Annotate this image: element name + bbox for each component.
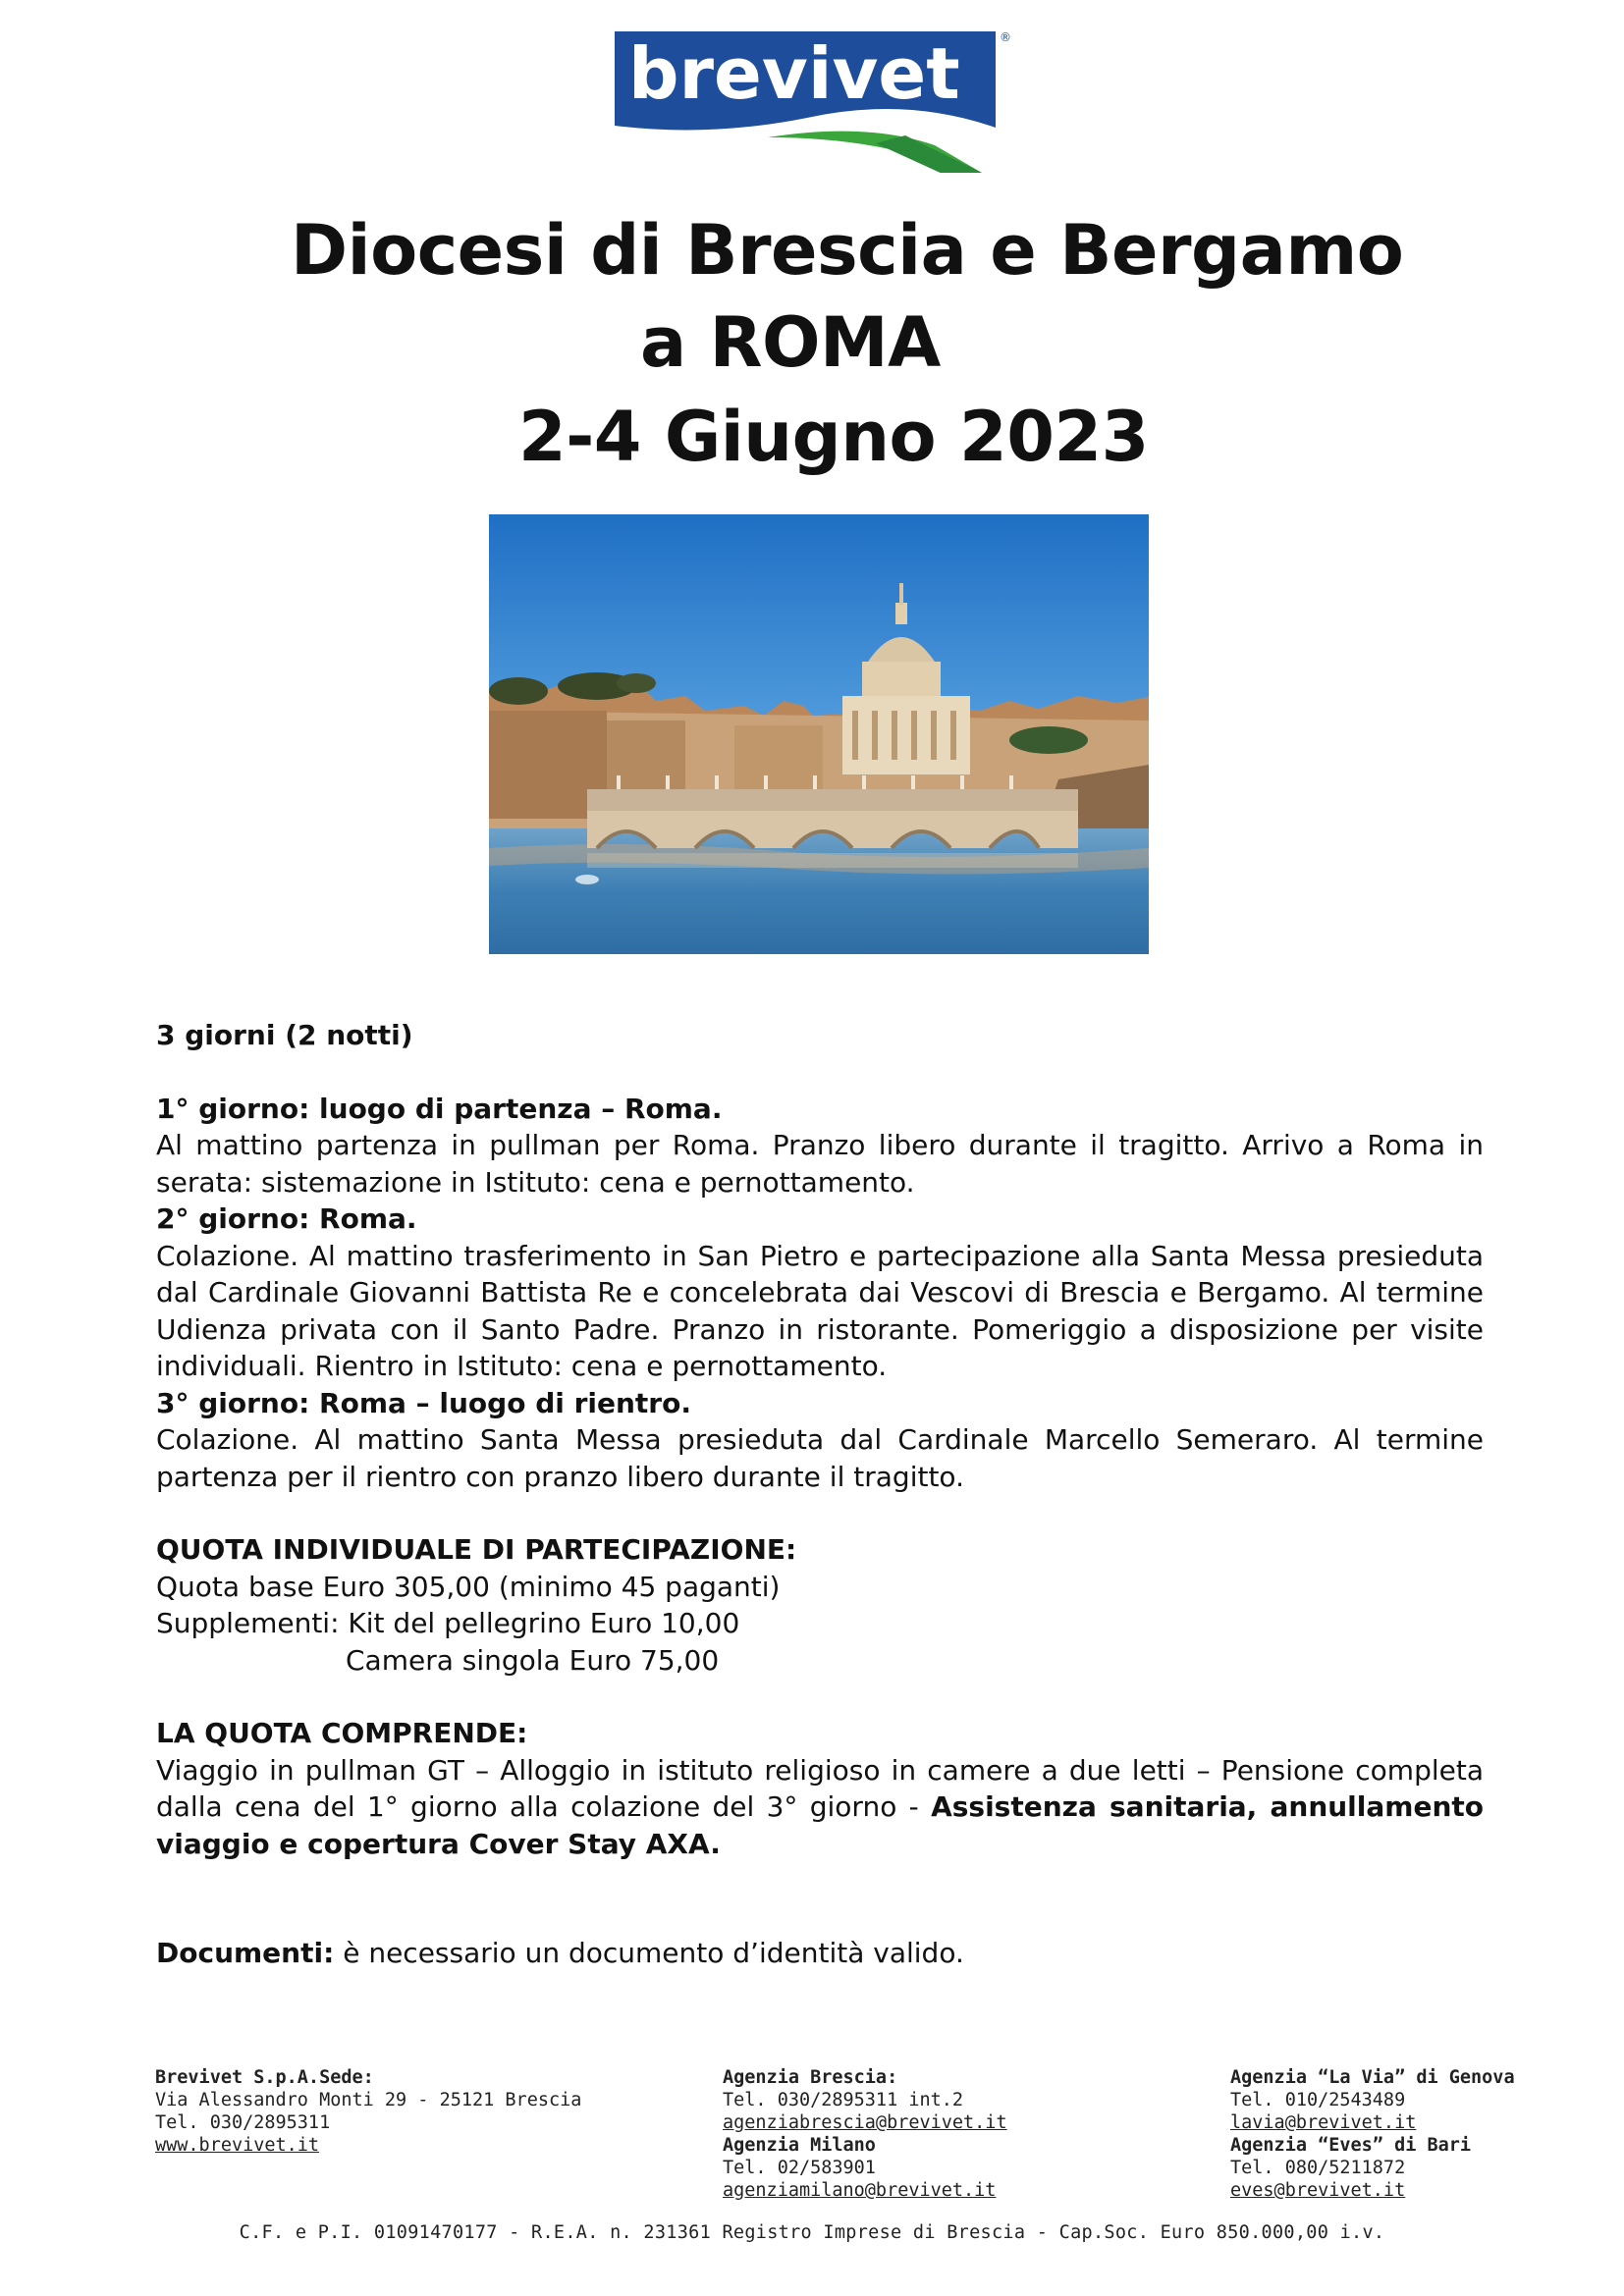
day2-text: Colazione. Al mattino trasferimento in San Pietro e partecipazione alla Santa Messa presieduta dal Cardinale Giovanni Battista Re e concelebrata dai Vescovi di Brescia e Bergamo. Al termine Udienza privata con il Santo Padre. Pranzo in ristorante. Pomeriggio a disposizione per visite individuali. Rientro in Istituto: cena e pernottamento. [156,1239,1484,1382]
quota-supplement-single: Camera singola Euro 75,00 [346,1643,720,1677]
brescia-title: Agenzia Brescia: [723,2067,898,2088]
sede-title: Brevivet S.p.A.Sede: [155,2067,374,2088]
program-body [156,1017,1484,1972]
documenti-label: Documenti: [156,1937,335,1969]
brescia-email-link[interactable]: agenziabrescia@brevivet.it [723,2112,1007,2133]
day3-heading: 3° giorno: Roma – luogo di rientro. [156,1386,691,1419]
documenti-text: è necessario un documento d’identità valido. [334,1937,964,1969]
sede-website-link[interactable]: www.brevivet.it [155,2135,320,2156]
day1-heading: 1° giorno: luogo di partenza – Roma. [156,1092,723,1125]
brevivet-logo-graphic [611,27,1015,173]
genova-email-link[interactable]: lavia@brevivet.it [1230,2112,1417,2133]
day2-heading: 2° giorno: Roma. [156,1202,417,1235]
milano-email-link[interactable]: agenziamilano@brevivet.it [723,2180,997,2201]
documenti-line [156,1935,1484,1972]
brevivet-logo [611,27,1015,173]
rome-photo [489,514,1149,954]
footer-sede [155,2066,581,2157]
title-line-3: 2-4 Giugno 2023 [518,397,1149,477]
day3-text: Colazione. Al mattino Santa Messa presieduta dal Cardinale Marcello Semeraro. Al termine partenza per il rientro con pranzo libero durante il tragitto. [156,1423,1484,1493]
legal-line: C.F. e P.I. 01091470177 - R.E.A. n. 231361 Registro Imprese di Brescia - Cap.Soc. Euro 850.000,00 i.v. [239,2222,1385,2243]
logo-wordmark: brevivet [628,32,960,115]
title-line-1: Diocesi di Brescia e Bergamo [291,210,1404,291]
milano-title: Agenzia Milano [723,2135,876,2156]
quota-heading: QUOTA INDIVIDUALE DI PARTECIPAZIONE: [156,1533,797,1566]
comprende-paragraph [156,1752,1484,1863]
brescia-tel: Tel. 030/2895311 int.2 [723,2090,964,2110]
duration: 3 giorni (2 notti) [156,1019,413,1051]
footer-agencies-genova-bari [1230,2066,1515,2202]
quota-supplement-kit: Supplementi: Kit del pellegrino Euro 10,00 [156,1607,740,1639]
day1-text: Al mattino partenza in pullman per Roma. Pranzo libero durante il tragitto. Arrivo a Roma in serata: sistemazione in Istituto: cena e pernottamento. [156,1129,1484,1199]
comprende-heading: LA QUOTA COMPRENDE: [156,1717,528,1749]
footer-agencies-brescia-milano [723,2066,1007,2202]
genova-title: Agenzia “La Via” di Genova [1230,2067,1515,2088]
milano-tel: Tel. 02/583901 [723,2158,876,2178]
bari-tel: Tel. 080/5211872 [1230,2158,1406,2178]
sede-address: Via Alessandro Monti 29 - 25121 Brescia [155,2090,582,2110]
rome-st-peters-tiber-icon [489,514,1149,954]
quota-base: Quota base Euro 305,00 (minimo 45 paganti) [156,1570,781,1603]
comprende-bold-text: Assistenza sanitaria, annullamento viaggio e copertura Cover Stay AXA. [156,1790,1484,1860]
bari-title: Agenzia “Eves” di Bari [1230,2135,1472,2156]
comprende-text: Viaggio in pullman GT – Alloggio in istituto religioso in camere a due letti – Pensione completa dalla cena del 1° giorno alla colazione del 3° giorno - [156,1753,1484,1823]
registered-mark: ® [1000,30,1011,44]
bari-email-link[interactable]: eves@brevivet.it [1230,2180,1406,2201]
sede-tel: Tel. 030/2895311 [155,2112,331,2133]
title-line-2: a ROMA [640,302,941,383]
genova-tel: Tel. 010/2543489 [1230,2090,1406,2110]
